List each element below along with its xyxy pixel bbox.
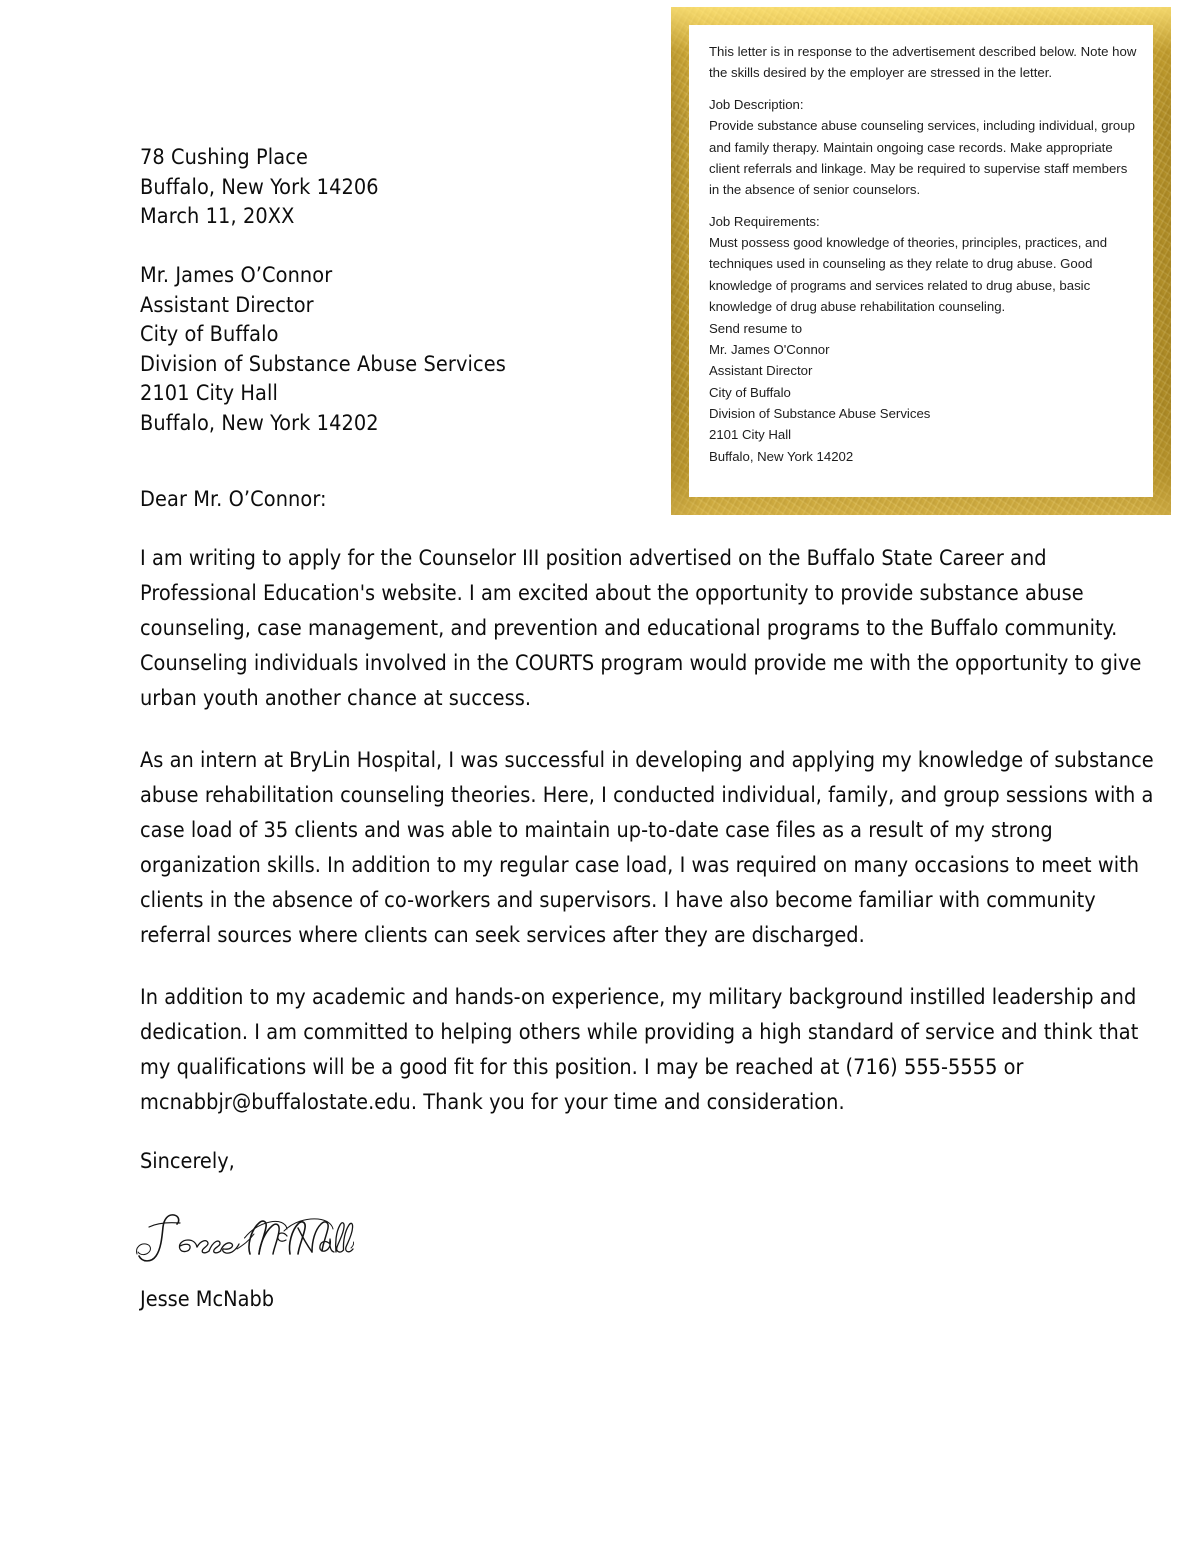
signer-printed-name: Jesse McNabb	[140, 1287, 275, 1312]
job-description-body: Provide substance abuse counseling services, including individual, group and family therapy. Maintain ongoing case records. Make appropriate client referrals and linkage. May be required to supervise staff members in the absence of senior counselors.	[709, 118, 1135, 198]
handwritten-signature-icon	[134, 1208, 354, 1270]
job-requirements-body: Must possess good knowledge of theories, principles, practices, and techniques used in counseling as they relate to drug abuse. Good knowledge of programs and services related to drug abuse, basic knowledge of drug abuse rehabilitation counseling.	[709, 235, 1108, 315]
callout-contact-line: Assistant Director	[709, 363, 813, 379]
job-requirements-heading: Job Requirements:	[709, 213, 820, 229]
advertisement-callout-inner	[689, 25, 1153, 497]
recipient-street: 2101 City Hall	[140, 381, 278, 407]
callout-contact-line: Division of Substance Abuse Services	[709, 406, 931, 421]
recipient-division: Division of Substance Abuse Services	[140, 351, 506, 377]
callout-contact-line: City of Buffalo	[709, 384, 791, 400]
recipient-city-state-zip: Buffalo, New York 14202	[140, 410, 379, 436]
recipient-title: Assistant Director	[140, 292, 314, 318]
recipient-name: Mr. James O’Connor	[140, 263, 333, 288]
advertisement-callout-box	[671, 7, 1171, 515]
body-paragraph-3: In addition to my academic and hands-on experience, my military background instilled leadership and dedication. I am committed to helping others while providing a high standard of service and think that my qualifications will be a good fit for this position. I may be reached at (716) 555-5555 or mcnabbjr@buffalostate.edu. Thank you for your time and consideration.	[140, 985, 1139, 1115]
callout-job-description-paragraph	[709, 94, 1137, 201]
letter-date: March 11, 20XX	[140, 204, 295, 230]
callout-job-requirements-paragraph	[709, 211, 1137, 468]
job-description-heading: Job Description:	[709, 96, 804, 112]
letter-body	[140, 541, 1160, 1120]
sender-address-line: Buffalo, New York 14206	[140, 174, 379, 200]
send-resume-label: Send resume to	[709, 320, 803, 336]
callout-contact-line: 2101 City Hall	[709, 427, 792, 443]
callout-contact-line: Mr. James O'Connor	[709, 341, 830, 357]
callout-contact-line: Buffalo, New York 14202	[709, 448, 854, 464]
sender-address-line: 78 Cushing Place	[140, 145, 308, 170]
salutation: Dear Mr. O’Connor:	[140, 487, 327, 512]
callout-intro-paragraph: This letter is in response to the advertisement described below. Note how the skills desired by the employer are stressed in the letter.	[709, 44, 1137, 81]
recipient-address-block	[140, 261, 506, 439]
body-paragraph-2: As an intern at BryLin Hospital, I was successful in developing and applying my knowledge of substance abuse rehabilitation counseling theories. Here, I conducted individual, family, and group sessions with a case load of 35 clients and was able to maintain up-to-date case files as a result of my strong organization skills. In addition to my regular case load, I was required on many occasions to meet with clients in the absence of co-workers and supervisors. I have also become familiar with community referral sources where clients can seek services after they are discharged.	[140, 748, 1154, 948]
closing-salutation: Sincerely,	[140, 1149, 235, 1174]
sender-address-block	[140, 143, 379, 232]
body-paragraph-1: I am writing to apply for the Counselor III position advertised on the Buffalo State Career and Professional Education's website. I am excited about the opportunity to provide substance abuse counseling, case management, and prevention and educational programs to the Buffalo community. Counseling individuals involved in the COURTS program would provide me with the opportunity to give urban youth another chance at success.	[140, 546, 1142, 711]
recipient-organization: City of Buffalo	[140, 322, 279, 348]
